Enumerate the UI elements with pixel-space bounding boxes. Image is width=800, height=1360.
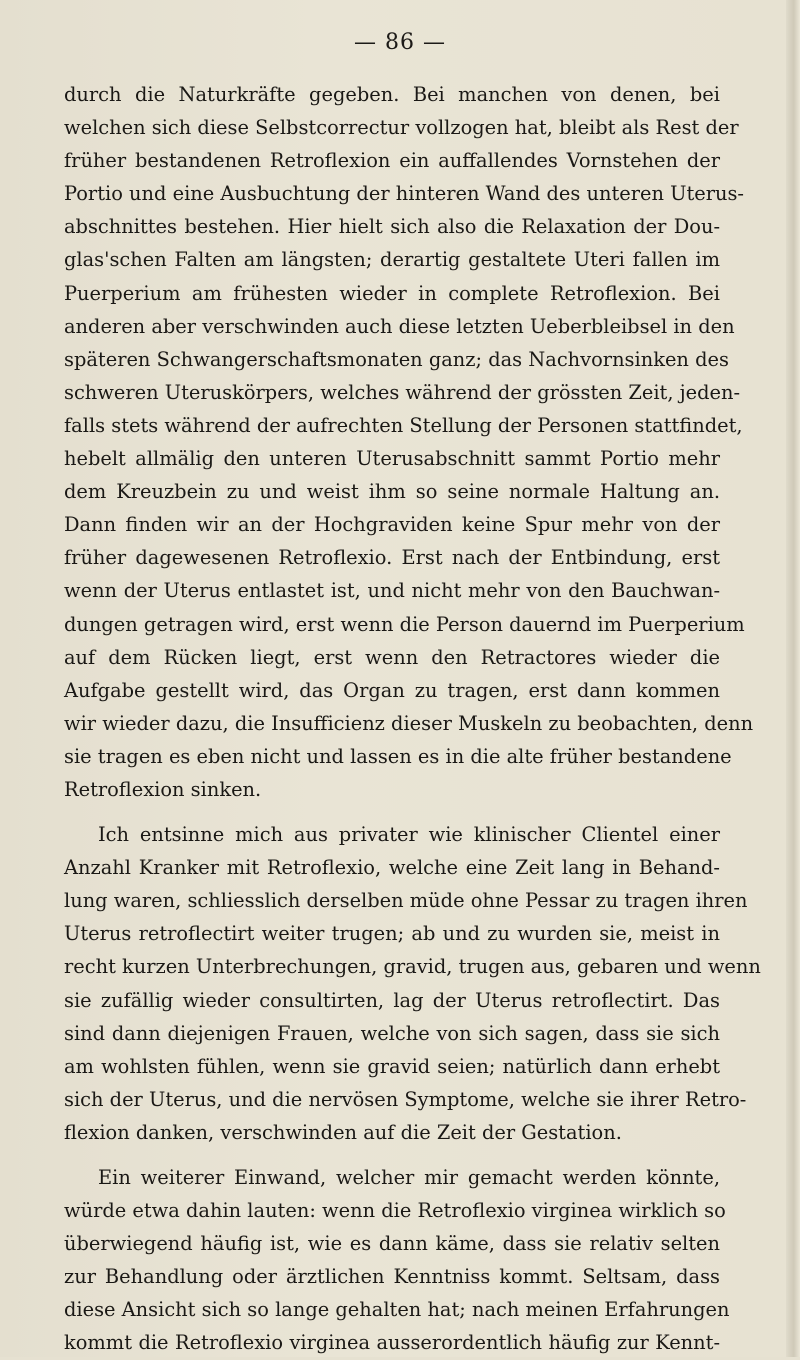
text-line: hebelt allmälig den unteren Uterusabschnitt sammt Portio mehr — [64, 447, 720, 471]
text-line: zur Behandlung oder ärztlichen Kenntniss kommt. Seltsam, dass — [64, 1265, 720, 1289]
text-line: Aufgabe gestellt wird, das Organ zu tragen, erst dann kommen — [64, 678, 720, 702]
text-line: recht kurzen Unterbrechungen, gravid, trugen aus, gebaren und wenn — [64, 955, 761, 979]
text-line: wir wieder dazu, die Insufficienz dieser Muskeln zu beobachten, denn — [64, 711, 754, 735]
text-line: flexion danken, verschwinden auf die Zeit der Gestation. — [64, 1120, 622, 1144]
text-line: früher bestandenen Retroflexion ein auffallendes Vornstehen der — [64, 149, 720, 173]
body-text — [64, 78, 761, 1360]
text-line: welchen sich diese Selbstcorrectur vollzogen hat, bleibt als Rest der — [64, 116, 739, 140]
page-edge — [786, 0, 800, 1357]
text-line: am wohlsten fühlen, wenn sie gravid seien; natürlich dann erhebt — [64, 1054, 720, 1078]
text-line: lung waren, schliesslich derselben müde ohne Pessar zu tragen ihren — [64, 889, 748, 913]
text-line: diese Ansicht sich so lange gehalten hat; nach meinen Erfahrungen — [64, 1298, 730, 1322]
text-line: wenn der Uterus entlastet ist, und nicht mehr von den Bauchwan- — [64, 579, 720, 603]
text-line: abschnittes bestehen. Hier hielt sich also die Relaxation der Dou- — [64, 215, 720, 239]
text-line: Portio und eine Ausbuchtung der hinteren Wand des unteren Uterus- — [64, 182, 744, 206]
paragraph-2 — [64, 818, 761, 1149]
paragraph-3 — [64, 1161, 730, 1360]
page-number: — 86 — — [354, 30, 446, 55]
text-line: Anzahl Kranker mit Retroflexio, welche eine Zeit lang in Behand- — [64, 856, 720, 880]
text-line: glas'schen Falten am längsten; derartig gestaltete Uteri fallen im — [64, 248, 720, 272]
text-line: schweren Uteruskörpers, welches während der grössten Zeit, jeden- — [64, 380, 741, 404]
text-line: Ein weiterer Einwand, welcher mir gemacht werden könnte, — [98, 1166, 720, 1189]
text-line: überwiegend häufig ist, wie es dann käme, dass sie relativ selten — [64, 1232, 720, 1256]
text-line: dem Kreuzbein zu und weist ihm so seine normale Haltung an. — [64, 480, 720, 504]
text-line: sie zufällig wieder consultirten, lag der Uterus retroflectirt. Das — [64, 988, 720, 1012]
text-line: Ich entsinne mich aus privater wie klinischer Clientel einer — [98, 823, 720, 847]
paragraph-1 — [64, 78, 754, 806]
text-line: Puerperium am frühesten wieder in complete Retroflexion. Bei — [64, 281, 720, 305]
text-line: auf dem Rücken liegt, erst wenn den Retractores wieder die — [64, 645, 720, 669]
text-line: früher dagewesenen Retroflexio. Erst nach der Entbindung, erst — [64, 546, 720, 570]
text-line: dungen getragen wird, erst wenn die Person dauernd im Puerperium — [64, 612, 745, 636]
text-line: falls stets während der aufrechten Stellung der Personen stattfindet, — [64, 413, 743, 437]
text-line: anderen aber verschwinden auch diese letzten Ueberbleibsel in den — [64, 314, 735, 338]
text-line: kommt die Retroflexio virginea ausserordentlich häufig zur Kennt- — [64, 1331, 720, 1355]
text-line: sich der Uterus, und die nervösen Symptome, welche sie ihrer Retro- — [64, 1087, 747, 1111]
text-line: sie tragen es eben nicht und lassen es in die alte früher bestandene — [64, 744, 732, 768]
text-line: Uterus retroflectirt weiter trugen; ab und zu wurden sie, meist in — [64, 922, 720, 946]
text-line: Retroflexion sinken. — [64, 777, 262, 801]
text-line: würde etwa dahin lauten: wenn die Retroflexio virginea wirklich so — [64, 1199, 726, 1223]
text-line: sind dann diejenigen Frauen, welche von sich sagen, dass sie sich — [64, 1021, 720, 1045]
text-line: durch die Naturkräfte gegeben. Bei manchen von denen, bei — [64, 83, 720, 106]
text-line: Dann finden wir an der Hochgraviden keine Spur mehr von der — [64, 513, 720, 537]
text-line: späteren Schwangerschaftsmonaten ganz; das Nachvornsinken des — [64, 347, 729, 371]
